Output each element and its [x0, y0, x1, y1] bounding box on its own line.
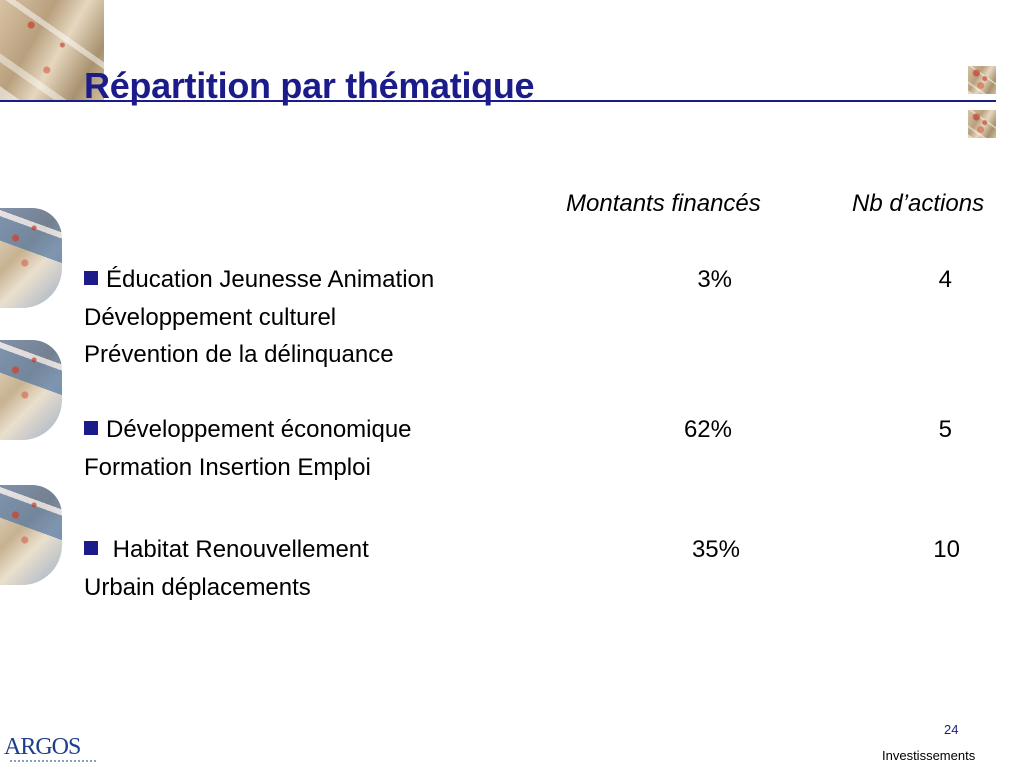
side-map-texture-2 [0, 340, 62, 440]
row-3-montant: 35% [691, 536, 740, 563]
row-3-line-2: Urbain déplacements [84, 574, 311, 601]
map-thumbnail-1 [968, 66, 996, 94]
row-1-actions: 4 [938, 266, 952, 293]
page-title: Répartition par thématique [84, 65, 535, 106]
row-2-line-2: Formation Insertion Emploi [84, 454, 371, 481]
square-bullet-icon [84, 541, 98, 555]
row-2-actions: 5 [938, 416, 952, 443]
side-map-texture-1 [0, 208, 62, 308]
row-3-actions: 10 [933, 536, 960, 563]
column-header-actions: Nb d’actions [852, 190, 985, 217]
logo-text: ARGOS [4, 734, 81, 760]
row-3-line-1 [84, 534, 369, 566]
row-1-label: Éducation Jeunesse Animation [106, 266, 435, 293]
row-1-montant: 3% [697, 266, 732, 293]
row-3-label: Habitat Renouvellement [106, 536, 369, 563]
square-bullet-icon [84, 421, 98, 435]
row-2-montant: 62% [683, 416, 732, 443]
row-1-line-2: Développement culturel [84, 304, 337, 331]
row-1-line-3: Prévention de la délinquance [84, 341, 394, 368]
row-2-line-1 [84, 414, 412, 446]
column-header-montants: Montants financés [566, 190, 761, 217]
side-map-texture-3 [0, 485, 62, 585]
page-number: 24 [944, 722, 959, 737]
map-thumbnail-2 [968, 110, 996, 138]
row-2-label: Développement économique [106, 416, 412, 443]
argos-logo [4, 734, 100, 766]
logo-tagline-mark [10, 760, 96, 762]
footer-section-label: Investissements [882, 748, 976, 763]
row-1-line-1 [84, 264, 434, 296]
square-bullet-icon [84, 271, 98, 285]
